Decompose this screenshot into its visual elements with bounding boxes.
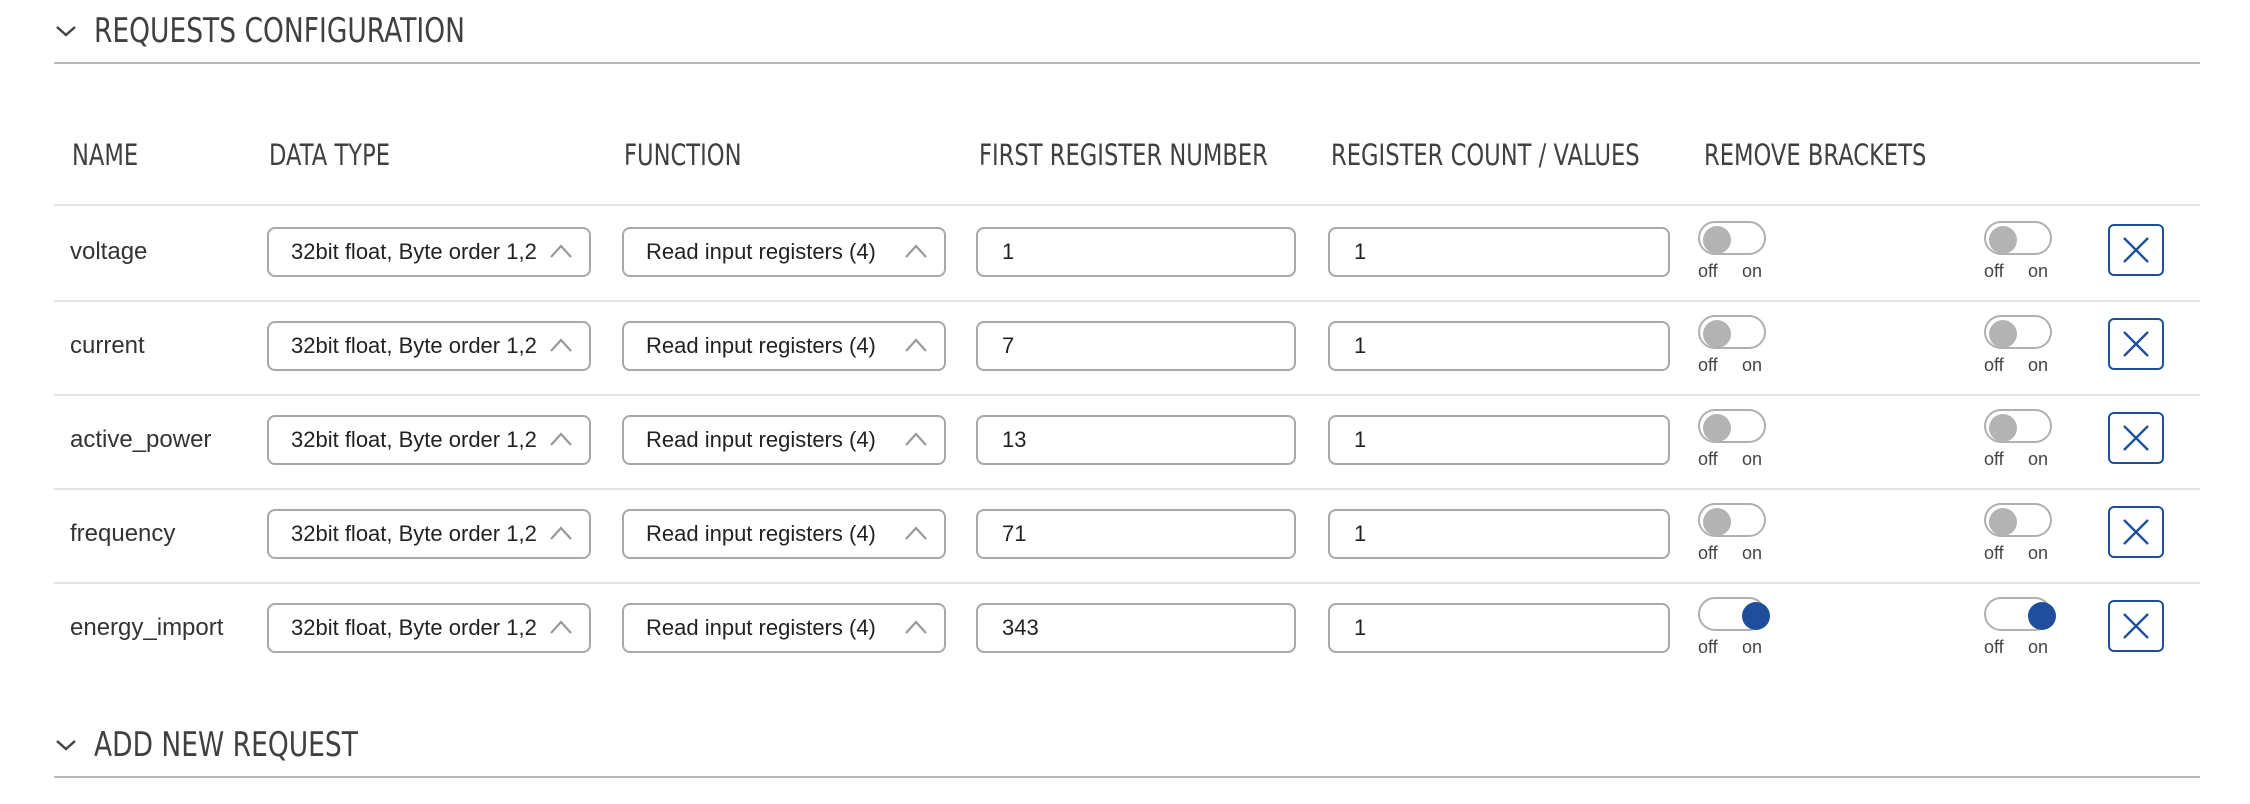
delete-request-button[interactable]	[2108, 506, 2164, 558]
toggle-knob	[1989, 414, 2017, 442]
toggle-knob	[1989, 320, 2017, 348]
toggle-off-label: off	[1698, 355, 1718, 375]
toggle-on-label: on	[1742, 543, 1763, 563]
chevron-up-icon	[549, 243, 573, 259]
toggle-off-label: off	[1984, 637, 2004, 657]
request-name: voltage	[70, 238, 148, 265]
secondary-toggle[interactable]	[1984, 409, 2056, 473]
request-name: active_power	[70, 426, 212, 453]
column-header-name: NAME	[72, 138, 139, 172]
close-icon	[2121, 611, 2151, 641]
function-select[interactable]	[622, 509, 946, 559]
register-count-input[interactable]: 1	[1328, 415, 1670, 465]
requests-configuration-header[interactable]	[54, 0, 2200, 64]
first-register-input[interactable]: 1	[976, 227, 1296, 277]
register-count-input[interactable]: 1	[1328, 509, 1670, 559]
register-count-input[interactable]: 1	[1328, 227, 1670, 277]
toggle-on-label: on	[2028, 355, 2049, 375]
function-select[interactable]	[622, 603, 946, 653]
data-type-select[interactable]	[267, 603, 591, 653]
chevron-up-icon	[549, 619, 573, 635]
function-select[interactable]	[622, 321, 946, 371]
register-count-input[interactable]: 1	[1328, 603, 1670, 653]
table-row	[54, 582, 2200, 676]
toggle-knob	[1703, 226, 1731, 254]
column-header-register-count: REGISTER COUNT / VALUES	[1331, 138, 1640, 172]
secondary-toggle[interactable]	[1984, 315, 2056, 379]
first-register-input[interactable]: 7	[976, 321, 1296, 371]
data-type-value: 32bit float, Byte order 1,2	[291, 427, 537, 452]
first-register-input[interactable]: 71	[976, 509, 1296, 559]
add-new-request-header[interactable]	[54, 714, 2200, 778]
toggle-off-label: off	[1698, 449, 1718, 469]
request-name: energy_import	[70, 614, 224, 641]
secondary-toggle[interactable]	[1984, 221, 2056, 285]
first-register-input[interactable]: 343	[976, 603, 1296, 653]
data-type-select[interactable]	[267, 227, 591, 277]
chevron-up-icon	[549, 337, 573, 353]
toggle-on-label: on	[1742, 355, 1763, 375]
toggle-knob	[1703, 320, 1731, 348]
delete-request-button[interactable]	[2108, 412, 2164, 464]
close-icon	[2121, 329, 2151, 359]
remove-brackets-toggle[interactable]	[1698, 221, 1770, 285]
toggle-knob	[1703, 508, 1731, 536]
delete-request-button[interactable]	[2108, 600, 2164, 652]
section-title: ADD NEW REQUEST	[94, 725, 358, 765]
close-icon	[2121, 517, 2151, 547]
function-select[interactable]	[622, 415, 946, 465]
column-header-first-register: FIRST REGISTER NUMBER	[979, 138, 1268, 172]
function-value: Read input registers (4)	[646, 615, 876, 640]
remove-brackets-toggle[interactable]	[1698, 503, 1770, 567]
close-icon	[2121, 423, 2151, 453]
toggle-on-label: on	[1742, 261, 1763, 281]
toggle-off-label: off	[1984, 261, 2004, 281]
data-type-select[interactable]	[267, 321, 591, 371]
chevron-up-icon	[904, 243, 928, 259]
column-header-function: FUNCTION	[624, 138, 742, 172]
data-type-value: 32bit float, Byte order 1,2	[291, 615, 537, 640]
toggle-off-label: off	[1698, 637, 1718, 657]
function-value: Read input registers (4)	[646, 239, 876, 264]
toggle-knob	[1742, 602, 1770, 630]
toggle-on-label: on	[2028, 261, 2049, 281]
secondary-toggle[interactable]	[1984, 597, 2056, 661]
toggle-knob	[2028, 602, 2056, 630]
chevron-up-icon	[549, 525, 573, 541]
data-type-value: 32bit float, Byte order 1,2	[291, 239, 537, 264]
delete-request-button[interactable]	[2108, 224, 2164, 276]
chevron-down-icon[interactable]	[54, 731, 82, 759]
toggle-on-label: on	[1742, 637, 1763, 657]
first-register-input[interactable]: 13	[976, 415, 1296, 465]
remove-brackets-toggle[interactable]	[1698, 409, 1770, 473]
register-count-input[interactable]: 1	[1328, 321, 1670, 371]
toggle-knob	[1703, 414, 1731, 442]
data-type-select[interactable]	[267, 509, 591, 559]
function-value: Read input registers (4)	[646, 521, 876, 546]
toggle-on-label: on	[2028, 543, 2049, 563]
table-row	[54, 394, 2200, 490]
chevron-down-icon[interactable]	[54, 17, 82, 45]
column-header-remove-brackets: REMOVE BRACKETS	[1704, 138, 1927, 172]
function-value: Read input registers (4)	[646, 333, 876, 358]
data-type-value: 32bit float, Byte order 1,2	[291, 333, 537, 358]
chevron-up-icon	[904, 525, 928, 541]
toggle-on-label: on	[2028, 637, 2049, 657]
toggle-off-label: off	[1698, 543, 1718, 563]
chevron-up-icon	[904, 619, 928, 635]
function-select[interactable]	[622, 227, 946, 277]
request-name: frequency	[70, 520, 176, 547]
close-icon	[2121, 235, 2151, 265]
remove-brackets-toggle[interactable]	[1698, 315, 1770, 379]
toggle-off-label: off	[1984, 543, 2004, 563]
delete-request-button[interactable]	[2108, 318, 2164, 370]
toggle-off-label: off	[1984, 355, 2004, 375]
function-value: Read input registers (4)	[646, 427, 876, 452]
data-type-value: 32bit float, Byte order 1,2	[291, 521, 537, 546]
table-row	[54, 488, 2200, 584]
toggle-on-label: on	[2028, 449, 2049, 469]
data-type-select[interactable]	[267, 415, 591, 465]
toggle-off-label: off	[1698, 261, 1718, 281]
toggle-knob	[1989, 226, 2017, 254]
table-row	[54, 300, 2200, 396]
chevron-up-icon	[549, 431, 573, 447]
column-header-data-type: DATA TYPE	[269, 138, 391, 172]
toggle-off-label: off	[1984, 449, 2004, 469]
remove-brackets-toggle[interactable]	[1698, 597, 1770, 661]
chevron-up-icon	[904, 337, 928, 353]
section-title: REQUESTS CONFIGURATION	[94, 11, 465, 51]
chevron-up-icon	[904, 431, 928, 447]
table-row	[54, 206, 2200, 302]
request-name: current	[70, 332, 145, 359]
toggle-knob	[1989, 508, 2017, 536]
toggle-on-label: on	[1742, 449, 1763, 469]
secondary-toggle[interactable]	[1984, 503, 2056, 567]
